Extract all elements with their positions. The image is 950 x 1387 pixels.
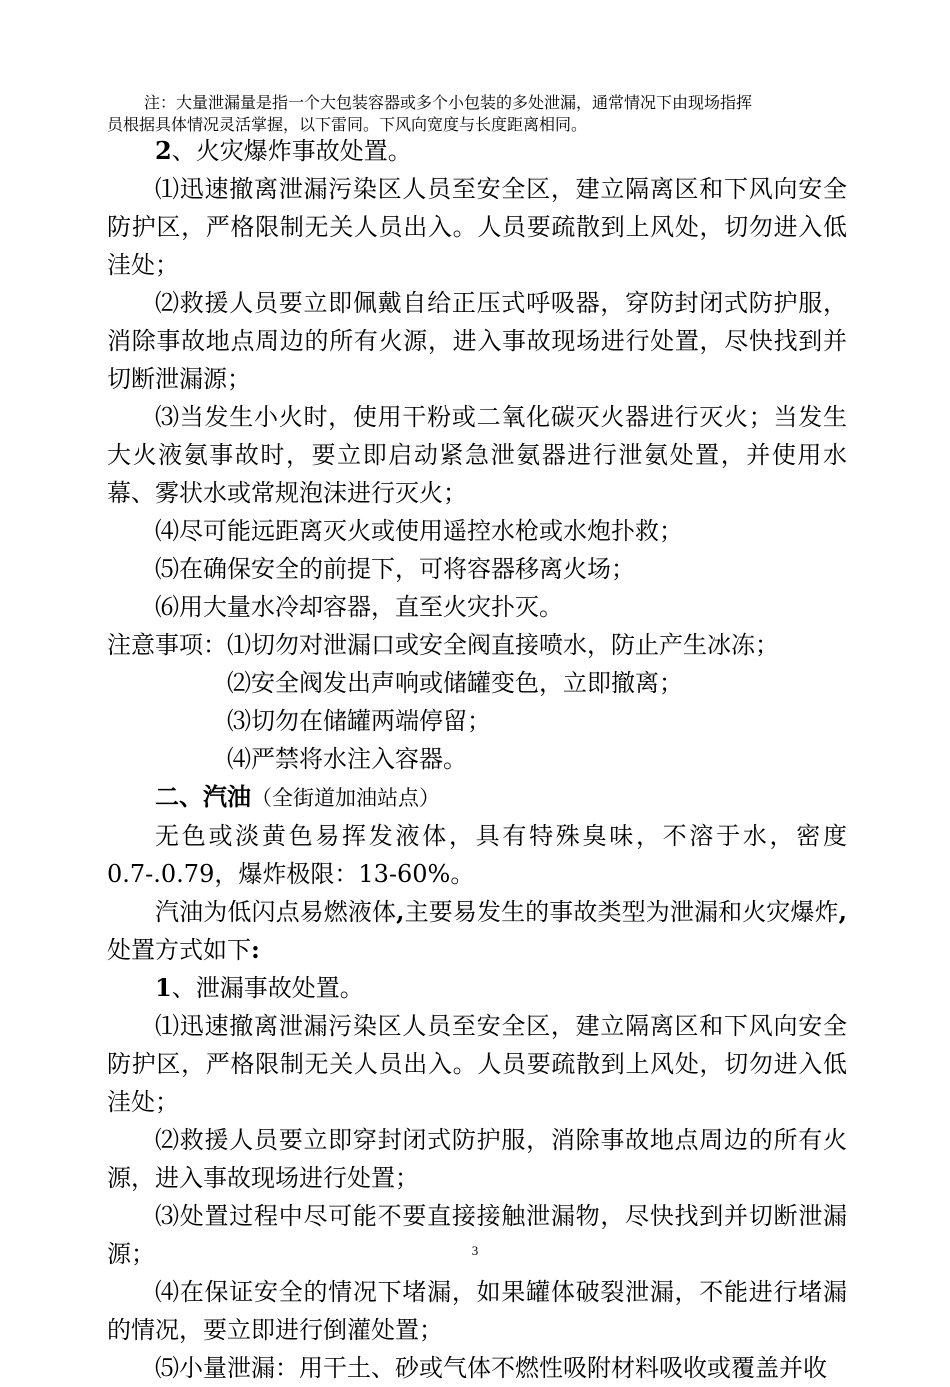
paragraph: ⑵救援人员要立即穿封闭式防护服，消除事故地点周边的所有火源，进入事故现场进行处置； [107,1126,847,1192]
paragraph: ⑸小量泄漏：用干土、砂或气体不燃性吸附材料吸收或覆盖并收 [155,1354,827,1382]
footnote-line: 注：大量泄漏量是指一个大包装容器或多个小包装的多处泄漏，通常情况下由现场指挥 [144,93,753,112]
caution-item: ⑵安全阀发出声响或储罐变色，立即撤离； [227,669,683,697]
paragraph: ⑹用大量水冷却容器，直至火灾扑灭。 [155,593,563,621]
cautions-list [107,626,847,778]
document-body [107,132,847,1387]
paragraph: 无色或淡黄色易挥发液体，具有特殊臭味，不溶于水，密度0.7-.0.79，爆炸极限：13-60%。 [107,822,847,888]
paragraph: ⑵救援人员要立即佩戴自给正压式呼吸器，穿防封闭式防护服，消除事故地点周边的所有火源，进入事故现场进行处置，尽快找到并切断泄漏源； [107,289,847,393]
page-number: 3 [471,1243,479,1258]
footnote-line: 员根据具体情况灵活掌握，以下雷同。下风向宽度与长度距离相同。 [107,115,588,134]
paragraph: 汽油为低闪点易燃液体,主要易发生的事故类型为泄漏和火灾爆炸,处置方式如下: [107,897,848,964]
paragraph: ⑶当发生小火时，使用干粉或二氧化碳灭火器进行灭火；当发生大火液氨事故时，要立即启动紧急泄氨器进行泄氨处置，并使用水幕、雾状水或常规泡沫进行灭火； [107,403,847,507]
paragraph: ⑶处置过程中尽可能不要直接接触泄漏物，尽快找到并切断泄漏源； [107,1202,847,1268]
paragraph: ⑴迅速撤离泄漏污染区人员至安全区，建立隔离区和下风向安全防护区，严格限制无关人员出入。人员要疏散到上风处，切勿进入低洼处； [107,175,847,279]
footnote [107,92,847,136]
paragraph: ⑴迅速撤离泄漏污染区人员至安全区，建立隔离区和下风向安全防护区，严格限制无关人员出入。人员要疏散到上风处，切勿进入低洼处； [107,1012,847,1116]
paragraph: ⑸在确保安全的前提下，可将容器移离火场； [155,555,635,583]
caution-item: ⑶切勿在储罐两端停留； [227,707,491,735]
caution-item: ⑷严禁将水注入容器。 [227,745,467,773]
paragraph: ⑷在保证安全的情况下堵漏，如果罐体破裂泄漏，不能进行堵漏的情况，要立即进行倒灌处置； [107,1278,847,1344]
paragraph: ⑷尽可能远距离灭火或使用遥控水枪或水炮扑救； [155,517,683,545]
section-heading: 二、汽油（全街道加油站点） [155,782,440,811]
section-heading: 1、泄漏事故处置。 [155,973,364,1002]
caution-item: 注意事项：⑴切勿对泄漏口或安全阀直接喷水，防止产生冰冻； [107,631,779,659]
section-heading: 2、火灾爆炸事故处置。 [155,136,412,165]
